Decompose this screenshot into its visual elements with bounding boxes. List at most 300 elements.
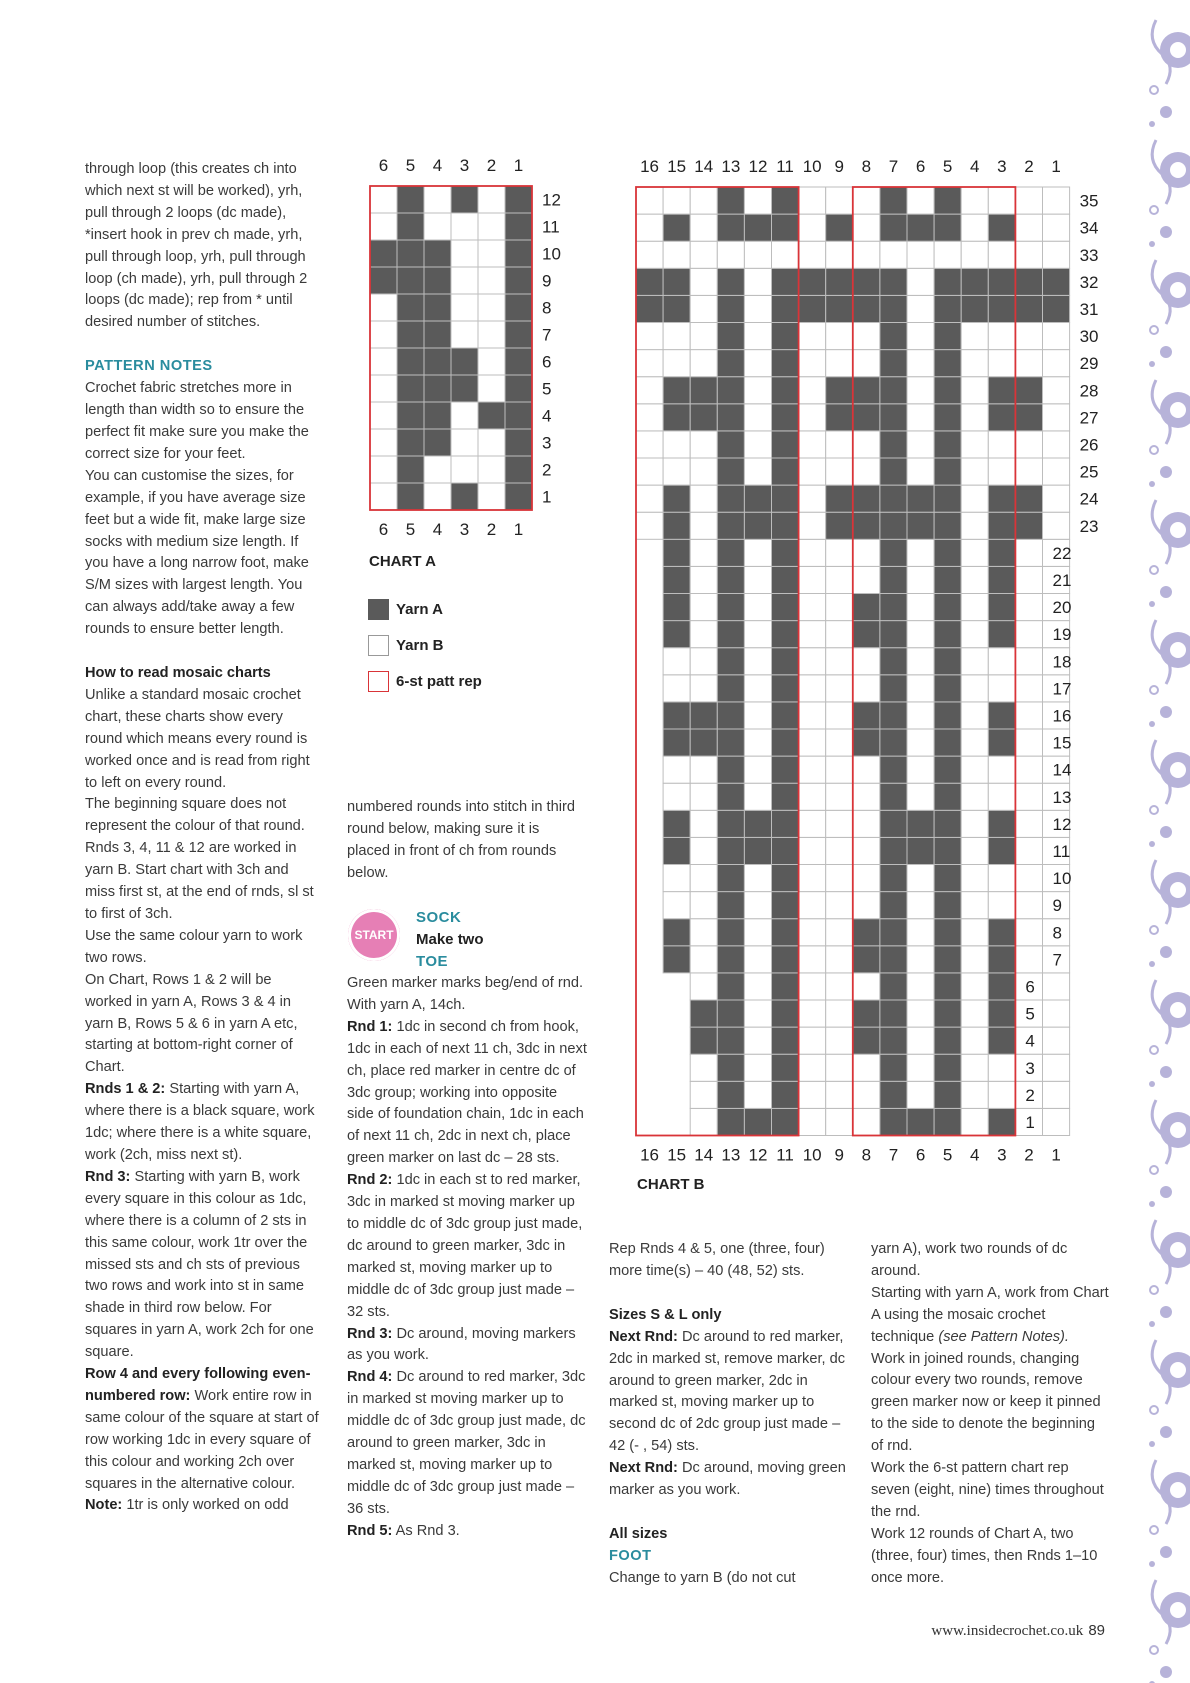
chart-b-cell [690, 431, 717, 458]
chart-b-cell [826, 729, 853, 756]
chart-b-cell [744, 783, 771, 810]
chart-b-cell [934, 892, 961, 919]
chart-b-label: CHART B [637, 1176, 705, 1193]
chart-b-cell [636, 404, 663, 431]
chart-b-cell [663, 810, 690, 837]
chart-b-cell [717, 1108, 744, 1135]
chart-b-cell [717, 404, 744, 431]
chart-b-col-number: 10 [802, 1145, 822, 1165]
chart-b-cell [988, 973, 1015, 1000]
chart-b-cell [988, 1081, 1015, 1108]
chart-a-row-number: 3 [542, 433, 552, 453]
chart-b-row-number: 29 [1079, 354, 1099, 374]
instruction: Rnd 3: Dc around, moving markers as you work. [347, 1325, 576, 1364]
instruction: Rnds 1 & 2: Starting with yarn A, where there is a black square, work 1dc; where there is a white square, work (2ch, miss next st). [85, 1081, 315, 1163]
chart-a-cell [370, 240, 397, 267]
chart-b-cell [826, 756, 853, 783]
chart-b-cell [772, 1000, 799, 1027]
decorative-border [1144, 0, 1190, 1683]
chart-b-cell [717, 594, 744, 621]
chart-b-cell [907, 810, 934, 837]
chart-a-cell [451, 456, 478, 483]
instruction: Note: 1tr is only worked on odd [85, 1497, 289, 1514]
all-sizes-heading: All sizes [609, 1525, 668, 1542]
chart-b-cell [853, 566, 880, 593]
chart-b-cell [934, 187, 961, 214]
chart-b-cell [907, 1054, 934, 1081]
chart-b-cell [934, 756, 961, 783]
chart-b-cell [799, 675, 826, 702]
chart-b-cell [1015, 919, 1042, 946]
chart-a-cell [451, 294, 478, 321]
chart-b-cell [988, 323, 1015, 350]
chart-b-cell [988, 458, 1015, 485]
chart-b-cell [934, 810, 961, 837]
chart-b-cell [907, 404, 934, 431]
chart-b-cell [636, 377, 663, 404]
chart-b-cell [690, 241, 717, 268]
chart-b-cell [880, 1081, 907, 1108]
chart-a-row-number: 5 [542, 379, 552, 399]
chart-b-cell [744, 295, 771, 322]
chart-b-cell [744, 485, 771, 512]
chart-b-cell [1043, 973, 1070, 1000]
dot-shape [1149, 1201, 1155, 1207]
chart-b-cell [663, 919, 690, 946]
chart-b-cell [772, 1054, 799, 1081]
chart-b-cell [717, 865, 744, 892]
chart-a-col-number: 4 [432, 156, 443, 175]
chart-b-cell [690, 512, 717, 539]
chart-b-cell [772, 973, 799, 1000]
chart-a-cell [505, 348, 532, 375]
chart-b-cell [853, 458, 880, 485]
dot-shape [1150, 206, 1158, 214]
chart-b-cell [880, 241, 907, 268]
mosaic-heading: How to read mosaic charts [85, 665, 271, 682]
chart-b-cell [880, 892, 907, 919]
chart-b-cell [744, 1027, 771, 1054]
chart-b-row-number: 6 [1025, 977, 1035, 997]
chart-b-cell [961, 594, 988, 621]
chart-b-cell [717, 919, 744, 946]
chart-b-cell [690, 566, 717, 593]
chart-b-cell [1015, 865, 1042, 892]
chart-b-cell [1043, 485, 1070, 512]
chart-b-cell [690, 756, 717, 783]
instruction: Rnd 2: 1dc in each st to red marker, 3dc in marked st moving marker up to middle dc of 3dc group just made, dc around to green marker, 3dc in marked st, moving marker up to middle dc of 3dc group just made – 32 sts. [347, 1172, 583, 1320]
chart-b-cell [799, 295, 826, 322]
chart-b-cell [961, 1081, 988, 1108]
chart-b-cell [826, 566, 853, 593]
chart-b-cell [961, 729, 988, 756]
chart-b-cell [663, 214, 690, 241]
chart-a-row-number: 12 [542, 190, 561, 210]
chart-b-cell [799, 512, 826, 539]
dot-shape [1150, 686, 1158, 694]
dot-shape [1149, 1441, 1155, 1447]
chart-a-cell [451, 429, 478, 456]
legend-yarn-a [368, 599, 443, 620]
chart-b-cell [988, 675, 1015, 702]
chart-b-cell [826, 810, 853, 837]
chart-b-cell [1043, 241, 1070, 268]
chart-b-cell [907, 946, 934, 973]
chart-b-cell [772, 485, 799, 512]
chart-a-cell [370, 375, 397, 402]
paragraph: numbered rounds into stitch in third round below, making sure it is placed in front of ch from rounds below. [347, 799, 575, 881]
chart-b-cell [690, 539, 717, 566]
chart-b-cell [1043, 512, 1070, 539]
chart-b-cell [690, 946, 717, 973]
start-badge: START [348, 909, 400, 961]
chart-b-cell [663, 295, 690, 322]
chart-b-cell [717, 702, 744, 729]
chart-b-cell [690, 729, 717, 756]
chart-b-cell [934, 946, 961, 973]
chart-a-cell [478, 429, 505, 456]
chart-a-cell [370, 186, 397, 213]
chart-b-cell [988, 594, 1015, 621]
dot-shape [1149, 121, 1155, 127]
chart-b-cell [717, 268, 744, 295]
chart-b-cell [690, 295, 717, 322]
chart-b-cell [799, 594, 826, 621]
chart-b-row-number: 22 [1052, 543, 1072, 563]
chart-b-cell [961, 1054, 988, 1081]
chart-b-col-number: 15 [667, 1145, 687, 1165]
chart-b-cell [772, 648, 799, 675]
chart-b-cell [663, 187, 690, 214]
chart-b-cell [934, 919, 961, 946]
chart-b-cell [853, 648, 880, 675]
chart-b-cell [988, 187, 1015, 214]
dot-shape [1149, 481, 1155, 487]
chart-b-cell [853, 621, 880, 648]
chart-b-cell [880, 648, 907, 675]
chart-b-col-number: 5 [942, 157, 953, 176]
chart-b-row-number: 31 [1079, 299, 1099, 319]
chart-a-cell [370, 267, 397, 294]
chart-b-cell [799, 702, 826, 729]
chart-b-cell [961, 268, 988, 295]
chart-b-col-number: 4 [970, 157, 980, 176]
chart-a-cell [478, 294, 505, 321]
chart-b-row-number: 11 [1052, 841, 1071, 861]
chart-b-cell [663, 268, 690, 295]
chart-b-cell [961, 1027, 988, 1054]
chart-b-cell [717, 892, 744, 919]
chart-b-cell [826, 539, 853, 566]
paragraph: Change to yarn B (do not cut [609, 1569, 796, 1586]
chart-b-cell [772, 187, 799, 214]
chart-b-cell [934, 323, 961, 350]
chart-b-cell [772, 594, 799, 621]
chart-b-cell [907, 539, 934, 566]
chart-b-cell [880, 187, 907, 214]
chart-b-cell [799, 756, 826, 783]
dot-shape [1149, 241, 1155, 247]
chart-b-cell [988, 729, 1015, 756]
chart-b-cell [853, 539, 880, 566]
chart-b-cell [880, 702, 907, 729]
chart-b-cell [988, 295, 1015, 322]
chart-b-cell [961, 919, 988, 946]
chart-b-cell [934, 675, 961, 702]
chart-a-cell [397, 321, 424, 348]
chart-b-cell [744, 350, 771, 377]
chart-b-cell [1043, 1108, 1070, 1135]
chart-b-cell [1015, 187, 1042, 214]
chart-b-cell [690, 404, 717, 431]
chart-b-cell [799, 1081, 826, 1108]
chart-b-cell [988, 566, 1015, 593]
instruction: Rnd 3: Starting with yarn B, work every square in this colour as 1dc, where there is a column of 2 sts in this same colour, work 1tr over the missed sts and ch sts of previous two rows and work into st in same shade in third row below. For squares in yarn A, work 2ch for one square. [85, 1168, 314, 1361]
chart-b-cell [853, 594, 880, 621]
chart-b-cell [772, 675, 799, 702]
chart-b-cell [934, 783, 961, 810]
chart-b-cell [717, 512, 744, 539]
chart-b-row-number: 28 [1079, 381, 1099, 401]
dot-shape [1160, 1666, 1172, 1678]
chart-b-row-number: 9 [1052, 896, 1062, 916]
chart-b-cell [663, 539, 690, 566]
chart-b-cell [880, 1000, 907, 1027]
paragraph: You can customise the sizes, for example, if you have average size feet but a wide fit, make large size socks with medium size length. If you have a long narrow foot, make S/M sizes with largest length. You can always add/take away a few rounds to ensure better length. [85, 467, 309, 638]
chart-b-cell [907, 783, 934, 810]
chart-b-cell [1015, 350, 1042, 377]
chart-b-cell [1015, 892, 1042, 919]
chart-b-col-number: 7 [888, 157, 899, 176]
chart-b-cell [690, 810, 717, 837]
chart-b-cell [826, 214, 853, 241]
chart-b-cell [907, 1108, 934, 1135]
chart-b-cell [690, 1027, 717, 1054]
chart-b-cell [717, 187, 744, 214]
chart-a-cell [397, 294, 424, 321]
chart-b-cell [934, 1054, 961, 1081]
dot-shape [1160, 466, 1172, 478]
paisley-shape [1170, 642, 1186, 658]
chart-b-cell [961, 241, 988, 268]
chart-b-cell [961, 756, 988, 783]
chart-b-cell [934, 648, 961, 675]
chart-b-cell [853, 431, 880, 458]
chart-b-cell [1015, 214, 1042, 241]
chart-b-cell [744, 621, 771, 648]
chart-b-cell [961, 512, 988, 539]
chart-b-col-number: 6 [915, 157, 926, 176]
chart-b-cell [907, 350, 934, 377]
chart-b-cell [799, 323, 826, 350]
chart-a-cell [424, 186, 451, 213]
chart-b-row-number: 1 [1025, 1112, 1035, 1132]
chart-a-cell [370, 429, 397, 456]
chart-b-cell [772, 837, 799, 864]
chart-b-cell [636, 187, 663, 214]
dot-shape [1150, 1526, 1158, 1534]
chart-b-cell [907, 621, 934, 648]
chart-a-cell [505, 267, 532, 294]
chart-a-cell [370, 348, 397, 375]
chart-b-cell [744, 729, 771, 756]
chart-b-cell [880, 783, 907, 810]
chart-a-cell [505, 321, 532, 348]
dot-shape [1150, 86, 1158, 94]
dot-shape [1160, 826, 1172, 838]
chart-b-cell [826, 1054, 853, 1081]
chart-b-cell [636, 458, 663, 485]
chart-b-cell [772, 946, 799, 973]
dot-shape [1149, 721, 1155, 727]
chart-a-cell [478, 321, 505, 348]
chart-b-cell [1015, 295, 1042, 322]
chart-b-cell [799, 187, 826, 214]
chart-b-cell [663, 485, 690, 512]
chart-b-cell [988, 1027, 1015, 1054]
chart-b-cell [663, 675, 690, 702]
chart-b-cell [772, 377, 799, 404]
chart-a-row-number: 2 [542, 460, 552, 480]
chart-a-cell [424, 294, 451, 321]
chart-b-cell [880, 594, 907, 621]
chart-a-cell [505, 213, 532, 240]
chart-b-cell [880, 566, 907, 593]
chart-b-cell [934, 1027, 961, 1054]
chart-b-cell [826, 404, 853, 431]
chart-b-col-number: 4 [970, 1145, 980, 1165]
chart-b-cell [961, 946, 988, 973]
chart-a-col-number: 6 [378, 520, 389, 539]
chart-b-cell [1015, 458, 1042, 485]
chart-a-cell [505, 402, 532, 429]
chart-b-cell [663, 621, 690, 648]
chart-b-cell [961, 485, 988, 512]
chart-b-cell [690, 214, 717, 241]
chart-b-cell [1043, 377, 1070, 404]
chart-b-col-number: 9 [834, 1145, 844, 1165]
chart-b-cell [880, 865, 907, 892]
chart-b-cell [826, 675, 853, 702]
chart-b-col-number: 13 [721, 157, 741, 176]
chart-a-cell [505, 456, 532, 483]
chart-b-cell [826, 241, 853, 268]
chart-b-cell [1043, 1000, 1070, 1027]
chart-a-col-number: 3 [459, 156, 470, 175]
paisley-shape [1170, 282, 1186, 298]
chart-b-cell [853, 214, 880, 241]
paragraph: Work in joined rounds, changing colour every two rounds, remove green marker now or keep it pinned to the side to denote the beginning of rnd. [871, 1350, 1101, 1455]
chart-b-cell [880, 295, 907, 322]
chart-b-cell [961, 621, 988, 648]
chart-b-cell [880, 837, 907, 864]
chart-b-cell [934, 539, 961, 566]
footer-url: www.insidecrochet.co.uk [931, 1623, 1084, 1639]
chart-b-cell [880, 1054, 907, 1081]
chart-b-cell [826, 973, 853, 1000]
chart-a-col-number: 1 [513, 520, 524, 539]
chart-b-cell [1015, 431, 1042, 458]
dot-shape [1150, 1406, 1158, 1414]
dot-shape [1160, 706, 1172, 718]
chart-b-cell [1015, 323, 1042, 350]
chart-a-row-number: 9 [542, 271, 552, 291]
chart-a-cell [478, 240, 505, 267]
chart-b-cell [663, 783, 690, 810]
dot-shape [1149, 1561, 1155, 1567]
chart-b-cell [717, 729, 744, 756]
chart-b-cell [961, 323, 988, 350]
chart-b-cell [663, 756, 690, 783]
chart-a-cell [478, 186, 505, 213]
chart-b-cell [880, 973, 907, 1000]
chart-b-cell [744, 404, 771, 431]
chart-b-col-number: 14 [694, 1145, 714, 1165]
chart-b-cell [772, 1081, 799, 1108]
chart-b-cell [853, 268, 880, 295]
chart-b-cell [717, 1027, 744, 1054]
chart-b-cell [826, 377, 853, 404]
chart-b-cell [826, 431, 853, 458]
chart-a-cell [478, 213, 505, 240]
chart-b-cell [744, 892, 771, 919]
dot-shape [1149, 1321, 1155, 1327]
chart-b-cell [1015, 675, 1042, 702]
chart-b-cell [772, 350, 799, 377]
instruction: Rnd 4: Dc around to red marker, 3dc in marked st moving marker up to middle dc of 3dc group just made, dc around to green marker, 3dc in marked st, moving marker up to middle dc of 3dc group just made – 36 sts. [347, 1369, 586, 1517]
chart-b-cell [690, 1081, 717, 1108]
chart-b-col-number: 15 [667, 157, 687, 176]
chart-b-row-number: 27 [1079, 408, 1099, 428]
chart-a-cell [370, 294, 397, 321]
chart-b-cell [988, 214, 1015, 241]
chart-b-cell [826, 268, 853, 295]
chart-b-cell [1043, 1081, 1070, 1108]
chart-b-cell [799, 621, 826, 648]
chart-b-cell [1015, 946, 1042, 973]
chart-b-cell [717, 1054, 744, 1081]
chart-b-cell [690, 675, 717, 702]
chart-b-cell [744, 1054, 771, 1081]
chart-b-cell [690, 268, 717, 295]
chart-a-cell [478, 375, 505, 402]
chart-b-cell [934, 1108, 961, 1135]
chart-b-cell [907, 594, 934, 621]
chart-b-cell [1015, 783, 1042, 810]
dot-shape [1150, 446, 1158, 454]
chart-b-row-number: 21 [1052, 570, 1072, 590]
chart-a-cell [424, 321, 451, 348]
chart-b-cell [799, 404, 826, 431]
chart-b-cell [799, 1054, 826, 1081]
chart-b-cell [799, 946, 826, 973]
chart-b-cell [772, 621, 799, 648]
dot-shape [1150, 1046, 1158, 1054]
chart-b-cell [988, 268, 1015, 295]
chart-b-cell [690, 702, 717, 729]
chart-b-cell [907, 268, 934, 295]
chart-b-cell [1015, 648, 1042, 675]
chart-a-cell [505, 429, 532, 456]
chart-b-cell [772, 810, 799, 837]
chart-b-cell [988, 837, 1015, 864]
paragraph: Starting with yarn A, work from Chart A using the mosaic crochet technique (see Pattern Notes). [871, 1284, 1109, 1345]
chart-b-row-number: 15 [1052, 733, 1072, 753]
chart-b-cell [772, 404, 799, 431]
chart-b-cell [934, 241, 961, 268]
chart-b-col-number: 2 [1024, 157, 1034, 176]
chart-b-row-number: 10 [1052, 869, 1072, 889]
